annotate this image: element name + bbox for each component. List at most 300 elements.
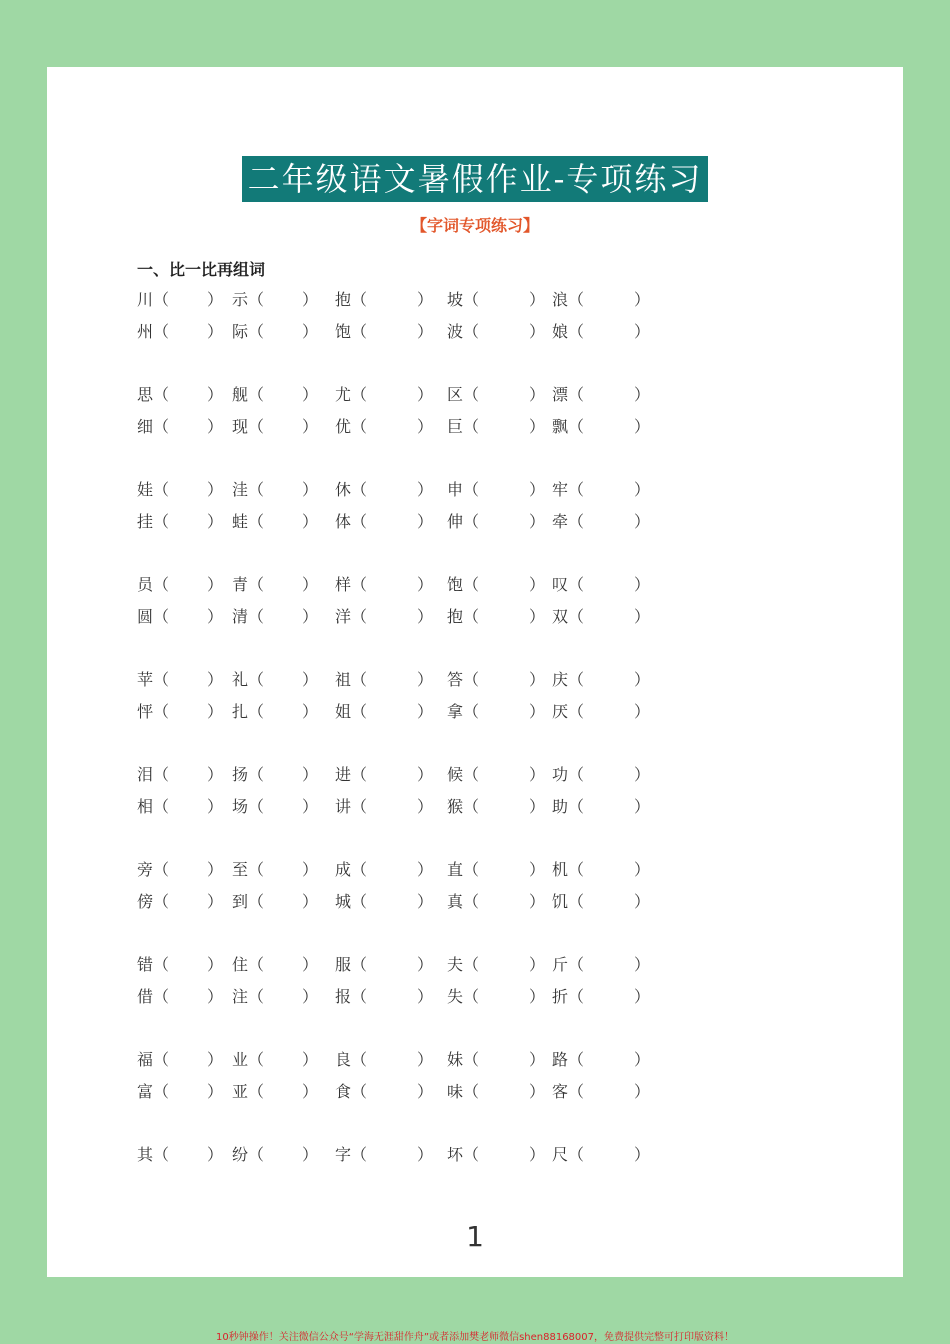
answer-blank-open[interactable]: （ (153, 607, 170, 626)
character: 申 (447, 480, 464, 499)
word-cell (447, 477, 546, 500)
word-cell (335, 952, 434, 975)
character: 服 (335, 955, 352, 974)
answer-blank-open[interactable]: （ (568, 670, 585, 689)
word-cell (137, 382, 224, 405)
word-cell (232, 572, 319, 595)
character: 尺 (552, 1145, 569, 1164)
answer-blank-close: ） (634, 607, 651, 626)
answer-blank-open[interactable]: （ (463, 322, 480, 341)
word-cell (335, 794, 434, 817)
character: 牢 (552, 480, 569, 499)
character: 扎 (232, 702, 249, 721)
answer-blank-open[interactable]: （ (248, 955, 265, 974)
answer-blank-close: ） (529, 322, 546, 341)
word-cell (335, 762, 434, 785)
character: 亚 (232, 1082, 249, 1101)
exercise-row (47, 794, 903, 818)
character: 伸 (447, 512, 464, 531)
word-cell (447, 1079, 546, 1102)
character: 休 (335, 480, 352, 499)
character: 味 (447, 1082, 464, 1101)
character: 住 (232, 955, 249, 974)
word-cell (232, 889, 319, 912)
answer-blank-close: ） (207, 670, 224, 689)
answer-blank-close: ） (302, 765, 319, 784)
answer-blank-open[interactable]: （ (568, 1082, 585, 1101)
word-cell (137, 794, 224, 817)
answer-blank-close: ） (634, 670, 651, 689)
character: 姐 (335, 702, 352, 721)
answer-blank-close: ） (302, 607, 319, 626)
answer-blank-open[interactable]: （ (248, 322, 265, 341)
word-cell (232, 414, 319, 437)
answer-blank-open[interactable]: （ (248, 575, 265, 594)
character: 庆 (552, 670, 569, 689)
answer-blank-open[interactable]: （ (248, 290, 265, 309)
word-cell (552, 319, 651, 342)
answer-blank-close: ） (417, 322, 434, 341)
answer-blank-open[interactable]: （ (463, 607, 480, 626)
word-cell (552, 414, 651, 437)
character: 直 (447, 860, 464, 879)
character: 浪 (552, 290, 569, 309)
character: 青 (232, 575, 249, 594)
word-cell (447, 667, 546, 690)
answer-blank-close: ） (207, 1145, 224, 1164)
word-cell (447, 319, 546, 342)
answer-blank-open[interactable]: （ (351, 1145, 368, 1164)
answer-blank-close: ） (207, 1050, 224, 1069)
answer-blank-open[interactable]: （ (463, 1050, 480, 1069)
answer-blank-open[interactable]: （ (463, 702, 480, 721)
word-cell (335, 604, 434, 627)
answer-blank-close: ） (302, 322, 319, 341)
answer-blank-close: ） (417, 290, 434, 309)
character: 娘 (552, 322, 569, 341)
answer-blank-open[interactable]: （ (463, 797, 480, 816)
page-number: 1 (466, 1220, 484, 1253)
answer-blank-close: ） (417, 955, 434, 974)
answer-blank-open[interactable]: （ (568, 765, 585, 784)
answer-blank-open[interactable]: （ (153, 512, 170, 531)
exercise-row (47, 762, 903, 786)
word-cell (335, 287, 434, 310)
character: 傍 (137, 892, 154, 911)
answer-blank-close: ） (634, 290, 651, 309)
answer-blank-open[interactable]: （ (568, 797, 585, 816)
character: 饥 (552, 892, 569, 911)
character: 错 (137, 955, 154, 974)
character: 相 (137, 797, 154, 816)
answer-blank-open[interactable]: （ (568, 860, 585, 879)
answer-blank-open[interactable]: （ (248, 512, 265, 531)
answer-blank-open[interactable]: （ (248, 892, 265, 911)
answer-blank-open[interactable]: （ (153, 955, 170, 974)
character: 圆 (137, 607, 154, 626)
section-heading: 一、比一比再组词 (137, 260, 266, 279)
answer-blank-open[interactable]: （ (153, 1145, 170, 1164)
answer-blank-open[interactable]: （ (248, 987, 265, 1006)
answer-blank-open[interactable]: （ (463, 1145, 480, 1164)
answer-blank-open[interactable]: （ (351, 860, 368, 879)
exercise-row (47, 1047, 903, 1071)
answer-blank-open[interactable]: （ (248, 860, 265, 879)
answer-blank-open[interactable]: （ (568, 385, 585, 404)
answer-blank-close: ） (634, 480, 651, 499)
character: 样 (335, 575, 352, 594)
character: 泪 (137, 765, 154, 784)
answer-blank-close: ） (207, 860, 224, 879)
character: 机 (552, 860, 569, 879)
answer-blank-open[interactable]: （ (351, 1082, 368, 1101)
answer-blank-open[interactable]: （ (463, 575, 480, 594)
answer-blank-open[interactable]: （ (463, 1082, 480, 1101)
exercise-row (47, 604, 903, 628)
answer-blank-open[interactable]: （ (351, 1050, 368, 1069)
answer-blank-close: ） (634, 322, 651, 341)
word-cell (232, 794, 319, 817)
answer-blank-open[interactable]: （ (153, 702, 170, 721)
character: 食 (335, 1082, 352, 1101)
character: 区 (447, 385, 464, 404)
word-cell (552, 699, 651, 722)
answer-blank-close: ） (417, 702, 434, 721)
character: 折 (552, 987, 569, 1006)
answer-blank-open[interactable]: （ (463, 860, 480, 879)
word-cell (335, 984, 434, 1007)
answer-blank-open[interactable]: （ (153, 290, 170, 309)
character: 挂 (137, 512, 154, 531)
word-cell (447, 699, 546, 722)
word-cell (137, 984, 224, 1007)
answer-blank-open[interactable]: （ (153, 575, 170, 594)
exercise-row (47, 319, 903, 343)
answer-blank-open[interactable]: （ (463, 670, 480, 689)
exercise-row (47, 952, 903, 976)
word-cell (447, 287, 546, 310)
worksheet-page (47, 67, 903, 1277)
answer-blank-close: ） (302, 987, 319, 1006)
answer-blank-open[interactable]: （ (153, 1050, 170, 1069)
exercise-row (47, 1079, 903, 1103)
answer-blank-open[interactable]: （ (463, 955, 480, 974)
answer-blank-close: ） (417, 670, 434, 689)
answer-blank-open[interactable]: （ (153, 892, 170, 911)
character: 借 (137, 987, 154, 1006)
character: 员 (137, 575, 154, 594)
answer-blank-close: ） (529, 1050, 546, 1069)
answer-blank-close: ） (207, 512, 224, 531)
answer-blank-open[interactable]: （ (248, 385, 265, 404)
word-cell (335, 1047, 434, 1070)
answer-blank-close: ） (302, 797, 319, 816)
answer-blank-open[interactable]: （ (351, 575, 368, 594)
word-cell (335, 382, 434, 405)
word-cell (335, 699, 434, 722)
answer-blank-close: ） (634, 417, 651, 436)
word-cell (232, 382, 319, 405)
word-cell (447, 604, 546, 627)
answer-blank-open[interactable]: （ (153, 322, 170, 341)
answer-blank-close: ） (634, 1082, 651, 1101)
character: 清 (232, 607, 249, 626)
word-cell (447, 889, 546, 912)
answer-blank-open[interactable]: （ (568, 987, 585, 1006)
word-cell (335, 509, 434, 532)
character: 抱 (335, 290, 352, 309)
answer-blank-open[interactable]: （ (568, 512, 585, 531)
character: 示 (232, 290, 249, 309)
answer-blank-open[interactable]: （ (568, 1050, 585, 1069)
answer-blank-close: ） (302, 512, 319, 531)
character: 优 (335, 417, 352, 436)
character: 注 (232, 987, 249, 1006)
answer-blank-open[interactable]: （ (153, 670, 170, 689)
character: 客 (552, 1082, 569, 1101)
character: 字 (335, 1145, 352, 1164)
word-cell (137, 889, 224, 912)
answer-blank-open[interactable]: （ (351, 512, 368, 531)
answer-blank-close: ） (634, 385, 651, 404)
answer-blank-close: ） (302, 575, 319, 594)
word-cell (232, 319, 319, 342)
answer-blank-open[interactable]: （ (568, 290, 585, 309)
word-cell (232, 604, 319, 627)
word-cell (552, 952, 651, 975)
character: 尤 (335, 385, 352, 404)
character: 场 (232, 797, 249, 816)
answer-blank-open[interactable]: （ (463, 512, 480, 531)
answer-blank-open[interactable]: （ (463, 480, 480, 499)
answer-blank-close: ） (302, 955, 319, 974)
answer-blank-close: ） (634, 797, 651, 816)
answer-blank-open[interactable]: （ (153, 417, 170, 436)
answer-blank-open[interactable]: （ (568, 480, 585, 499)
answer-blank-open[interactable]: （ (463, 765, 480, 784)
answer-blank-open[interactable]: （ (463, 290, 480, 309)
character: 报 (335, 987, 352, 1006)
answer-blank-close: ） (634, 1145, 651, 1164)
character: 叹 (552, 575, 569, 594)
word-cell (552, 794, 651, 817)
word-cell (552, 667, 651, 690)
answer-blank-open[interactable]: （ (568, 607, 585, 626)
word-cell (137, 319, 224, 342)
answer-blank-open[interactable]: （ (153, 1082, 170, 1101)
word-cell (232, 667, 319, 690)
answer-blank-open[interactable]: （ (351, 417, 368, 436)
answer-blank-close: ） (529, 607, 546, 626)
character: 到 (232, 892, 249, 911)
exercise-row (47, 509, 903, 533)
word-cell (232, 509, 319, 532)
answer-blank-open[interactable]: （ (568, 702, 585, 721)
answer-blank-open[interactable]: （ (351, 765, 368, 784)
answer-blank-open[interactable]: （ (351, 290, 368, 309)
answer-blank-open[interactable]: （ (351, 987, 368, 1006)
answer-blank-open[interactable]: （ (153, 987, 170, 1006)
answer-blank-open[interactable]: （ (463, 987, 480, 1006)
answer-blank-close: ） (529, 385, 546, 404)
word-cell (552, 889, 651, 912)
answer-blank-close: ） (634, 860, 651, 879)
word-cell (552, 1047, 651, 1070)
word-cell (552, 572, 651, 595)
word-cell (447, 1142, 546, 1165)
character: 成 (335, 860, 352, 879)
character: 巨 (447, 417, 464, 436)
word-cell (137, 604, 224, 627)
answer-blank-open[interactable]: （ (463, 417, 480, 436)
word-cell (137, 287, 224, 310)
answer-blank-close: ） (302, 1082, 319, 1101)
answer-blank-close: ） (302, 1050, 319, 1069)
word-cell (552, 984, 651, 1007)
exercise-row (47, 287, 903, 311)
character: 思 (137, 385, 154, 404)
answer-blank-close: ） (417, 860, 434, 879)
answer-blank-open[interactable]: （ (351, 385, 368, 404)
word-cell (232, 287, 319, 310)
character: 苹 (137, 670, 154, 689)
answer-blank-close: ） (302, 860, 319, 879)
word-cell (137, 952, 224, 975)
answer-blank-open[interactable]: （ (248, 670, 265, 689)
word-cell (137, 509, 224, 532)
answer-blank-open[interactable]: （ (248, 417, 265, 436)
character: 福 (137, 1050, 154, 1069)
exercise-row (47, 382, 903, 406)
answer-blank-close: ） (302, 670, 319, 689)
answer-blank-open[interactable]: （ (463, 385, 480, 404)
answer-blank-close: ） (207, 480, 224, 499)
exercise-row (47, 984, 903, 1008)
answer-blank-open[interactable]: （ (153, 385, 170, 404)
answer-blank-close: ） (529, 512, 546, 531)
answer-blank-open[interactable]: （ (351, 607, 368, 626)
word-cell (335, 572, 434, 595)
answer-blank-close: ） (529, 290, 546, 309)
character: 饱 (335, 322, 352, 341)
character: 旁 (137, 860, 154, 879)
character: 娃 (137, 480, 154, 499)
word-cell (447, 952, 546, 975)
exercise-row (47, 414, 903, 438)
answer-blank-open[interactable]: （ (463, 892, 480, 911)
word-cell (137, 572, 224, 595)
answer-blank-open[interactable]: （ (248, 1082, 265, 1101)
answer-blank-close: ） (634, 892, 651, 911)
answer-blank-open[interactable]: （ (351, 670, 368, 689)
word-cell (447, 1047, 546, 1070)
character: 现 (232, 417, 249, 436)
character: 拿 (447, 702, 464, 721)
worksheet-title: 二年级语文暑假作业-专项练习 (242, 156, 708, 202)
answer-blank-open[interactable]: （ (351, 797, 368, 816)
word-cell (552, 857, 651, 880)
answer-blank-close: ） (207, 1082, 224, 1101)
answer-blank-open[interactable]: （ (248, 797, 265, 816)
answer-blank-open[interactable]: （ (153, 797, 170, 816)
word-cell (137, 1047, 224, 1070)
answer-blank-open[interactable]: （ (248, 480, 265, 499)
answer-blank-open[interactable]: （ (568, 575, 585, 594)
answer-blank-close: ） (207, 575, 224, 594)
answer-blank-open[interactable]: （ (153, 860, 170, 879)
answer-blank-close: ） (417, 1050, 434, 1069)
answer-blank-close: ） (207, 290, 224, 309)
answer-blank-open[interactable]: （ (153, 765, 170, 784)
character: 进 (335, 765, 352, 784)
answer-blank-close: ） (634, 702, 651, 721)
character: 川 (137, 290, 154, 309)
answer-blank-close: ） (302, 702, 319, 721)
character: 坏 (447, 1145, 464, 1164)
answer-blank-open[interactable]: （ (568, 1145, 585, 1164)
answer-blank-open[interactable]: （ (248, 1050, 265, 1069)
answer-blank-open[interactable]: （ (248, 1145, 265, 1164)
word-cell (552, 1079, 651, 1102)
answer-blank-open[interactable]: （ (351, 955, 368, 974)
exercise-row (47, 889, 903, 913)
answer-blank-open[interactable]: （ (351, 322, 368, 341)
answer-blank-close: ） (302, 480, 319, 499)
word-cell (335, 414, 434, 437)
word-cell (232, 762, 319, 785)
word-cell (232, 1079, 319, 1102)
answer-blank-close: ） (417, 987, 434, 1006)
character: 夫 (447, 955, 464, 974)
answer-blank-close: ） (417, 1082, 434, 1101)
answer-blank-close: ） (529, 987, 546, 1006)
word-cell (232, 952, 319, 975)
answer-blank-open[interactable]: （ (248, 607, 265, 626)
answer-blank-close: ） (529, 702, 546, 721)
answer-blank-open[interactable]: （ (568, 955, 585, 974)
answer-blank-open[interactable]: （ (351, 702, 368, 721)
word-cell (137, 1142, 224, 1165)
word-cell (447, 382, 546, 405)
character: 洋 (335, 607, 352, 626)
character: 细 (137, 417, 154, 436)
answer-blank-close: ） (529, 860, 546, 879)
answer-blank-open[interactable]: （ (248, 765, 265, 784)
answer-blank-open[interactable]: （ (351, 480, 368, 499)
character: 厌 (552, 702, 569, 721)
answer-blank-open[interactable]: （ (568, 892, 585, 911)
answer-blank-close: ） (529, 765, 546, 784)
answer-blank-open[interactable]: （ (153, 480, 170, 499)
character: 猴 (447, 797, 464, 816)
answer-blank-close: ） (529, 955, 546, 974)
character: 飘 (552, 417, 569, 436)
character: 抱 (447, 607, 464, 626)
answer-blank-close: ） (634, 987, 651, 1006)
character: 助 (552, 797, 569, 816)
word-cell (552, 382, 651, 405)
answer-blank-close: ） (207, 702, 224, 721)
answer-blank-open[interactable]: （ (568, 322, 585, 341)
answer-blank-close: ） (634, 1050, 651, 1069)
character: 漂 (552, 385, 569, 404)
answer-blank-open[interactable]: （ (568, 417, 585, 436)
answer-blank-close: ） (417, 480, 434, 499)
character: 至 (232, 860, 249, 879)
character: 怦 (137, 702, 154, 721)
answer-blank-open[interactable]: （ (351, 892, 368, 911)
answer-blank-open[interactable]: （ (248, 702, 265, 721)
